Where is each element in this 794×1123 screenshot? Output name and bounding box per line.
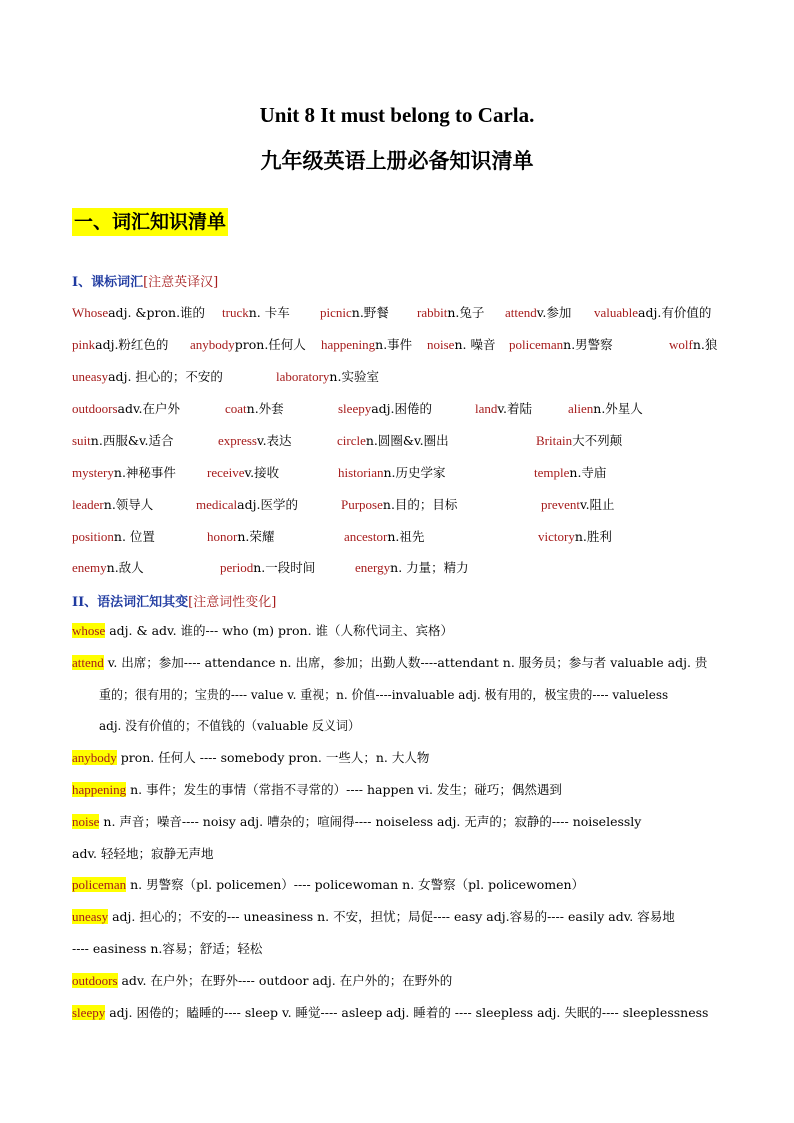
grammar-text: adj. 困倦的；瞌睡的---- sleep v. 睡觉---- asleep adj. 睡着的 ---- sleepless adj. 失眠的---- sleeplessness [105,1005,709,1020]
vocab-word: outdoors [72,401,118,416]
vocab-entry [338,399,432,417]
vocab-entry [594,303,711,321]
vocab-definition: n. 位置 [113,529,155,544]
vocab-word: alien [568,401,594,416]
vocab-entry [72,367,223,385]
vocab-word: rabbit [417,305,448,320]
vocab-entry [190,335,306,353]
grammar-line [72,875,724,895]
grammar-text: adv. 轻轻地；寂静无声地 [72,846,214,861]
vocab-entry [509,335,613,353]
vocab-definition: n.历史学家 [383,465,446,480]
vocab-word: sleepy [338,401,372,416]
vocab-entry [355,558,469,576]
vocab-word: Whose [72,305,109,320]
vocab-definition: n.兔子 [447,305,485,320]
vocab-word: uneasy [72,369,109,384]
vocab-entry [222,303,290,321]
vocab-definition: n.胜利 [574,529,612,544]
vocab-entry [337,431,449,449]
vocab-entry [72,495,153,513]
vocab-entry [538,527,612,545]
vocab-word: express [218,433,257,448]
grammar-line [72,748,724,768]
vocab-word: honor [207,529,238,544]
subheading-grammar-vocab [72,591,276,610]
vocab-entry [475,399,532,417]
highlighted-headword: attend [72,655,104,670]
grammar-text: n. 男警察（pl. policemen）---- policewoman n. 女警察（pl. policewomen） [126,877,585,892]
grammar-text: adj. & adv. 谁的--- who (m) pron. 谁（人称代词主、宾格） [105,623,454,638]
vocab-word: prevent [541,497,580,512]
vocab-entry [72,431,174,449]
vocab-entry [320,303,389,321]
vocab-entry [427,335,495,353]
vocab-entry [536,431,622,449]
vocab-entry [218,431,292,449]
grammar-text: pron. 任何人 ---- somebody pron. 一些人；n. 大人物 [116,750,430,765]
grammar-text: adj. 没有价值的；不值钱的（valuable 反义词） [99,718,361,733]
vocab-definition: v.着陆 [497,401,532,416]
grammar-line [72,621,724,641]
vocab-word: position [72,529,114,544]
vocab-definition: n.领导人 [103,497,154,512]
vocab-word: picnic [320,305,352,320]
vocab-entry [534,463,606,481]
vocab-entry [220,558,315,576]
vocab-word: pink [72,337,96,352]
vocab-entry [207,527,274,545]
grammar-text: v. 出席；参加---- attendance n. 出席，参加；出勤人数----attendant n. 服务员；参与者 valuable adj. 贵 [103,655,708,670]
vocab-entry [669,335,717,353]
vocab-definition: 大不列颠 [572,433,623,448]
vocab-definition: adj. 担心的；不安的 [108,369,223,384]
vocab-entry [196,495,298,513]
vocab-definition: n.实验室 [329,369,379,384]
vocab-entry [72,303,205,321]
section-heading-vocabulary: 一、词汇知识清单 [72,208,228,236]
vocab-entry [207,463,279,481]
vocab-word: temple [534,465,570,480]
vocab-entry [72,399,180,417]
vocab-word: suit [72,433,91,448]
vocab-word: victory [538,529,575,544]
highlighted-headword: sleepy [72,1005,106,1020]
title-english: Unit 8 It must belong to Carla. [259,103,535,127]
vocab-definition: n.狼 [692,337,718,352]
subheading-curriculum-vocab [72,271,218,290]
vocab-entry [276,367,379,385]
vocab-definition: n. 卡车 [248,305,290,320]
vocab-word: circle [337,433,366,448]
vocab-word: medical [196,497,238,512]
grammar-line [72,653,724,673]
vocab-definition: n.圆圈&v.圈出 [365,433,449,448]
grammar-line [72,971,724,991]
vocab-definition: n.寺庙 [569,465,607,480]
vocab-definition: v.阻止 [579,497,615,512]
vocab-word: leader [72,497,104,512]
vocab-entry [321,335,412,353]
vocab-entry [72,558,144,576]
highlighted-headword: happening [72,782,127,797]
grammar-line [72,1003,724,1023]
vocab-entry [72,335,168,353]
vocab-word: energy [355,560,391,575]
vocab-entry [72,527,155,545]
grammar-line [99,716,724,736]
vocab-definition: adj.医学的 [237,497,298,512]
subheading-label: II、语法词汇知其变 [72,595,189,610]
grammar-text: ---- easiness n.容易；舒适；轻松 [72,941,263,956]
vocab-definition: n. 力量；精力 [390,560,469,575]
vocab-word: valuable [594,305,639,320]
vocab-entry [72,463,176,481]
vocab-definition: adv.在户外 [117,401,181,416]
grammar-text: 重的；很有用的；宝贵的---- value v. 重视；n. 价值----invaluable adj. 极有用的，极宝贵的---- valueless [99,687,669,702]
vocab-definition: n.目的；目标 [382,497,458,512]
vocab-definition: n.荣耀 [237,529,275,544]
vocab-word: receive [207,465,245,480]
vocab-entry [344,527,424,545]
grammar-line [72,844,724,864]
vocab-definition: adj. &pron.谁的 [108,305,206,320]
vocab-definition: n.一段时间 [253,560,316,575]
grammar-line [72,907,724,927]
vocab-word: happening [321,337,376,352]
vocab-word: ancestor [344,529,388,544]
grammar-line [72,812,724,832]
grammar-text: n. 声音；噪音---- noisy adj. 嘈杂的；喧闹得---- noiseless adj. 无声的；寂静的---- noiselessly [99,814,642,829]
vocab-word: wolf [669,337,693,352]
highlighted-headword: anybody [72,750,117,765]
vocab-word: Britain [536,433,573,448]
vocab-definition: pron.任何人 [234,337,306,352]
vocab-word: Purpose [341,497,383,512]
grammar-text: n. 事件；发生的事情（常指不寻常的）---- happen vi. 发生；碰巧；偶然遇到 [126,782,562,797]
grammar-line [72,939,724,959]
vocab-definition: n.野餐 [351,305,389,320]
highlighted-headword: noise [72,814,100,829]
subheading-note: [注意词性变化] [188,595,277,610]
vocab-word: period [220,560,254,575]
grammar-line [72,780,724,800]
grammar-line [99,685,724,705]
highlighted-headword: policeman [72,877,127,892]
vocab-word: laboratory [276,369,330,384]
vocab-definition: n.神秘事件 [113,465,176,480]
subheading-label: I、课标词汇 [72,275,144,290]
vocab-definition: n.敌人 [106,560,144,575]
vocab-definition: adj.有价值的 [638,305,712,320]
vocab-word: attend [505,305,537,320]
vocab-definition: n. 噪音 [454,337,496,352]
highlighted-headword: uneasy [72,909,109,924]
vocab-word: land [475,401,498,416]
vocab-entry [341,495,457,513]
vocab-definition: n.男警察 [563,337,613,352]
vocab-definition: adj.粉红色的 [95,337,169,352]
vocab-definition: n.事件 [375,337,413,352]
vocab-definition: adj.困倦的 [371,401,433,416]
vocab-entry [338,463,446,481]
vocab-definition: v.接收 [244,465,280,480]
grammar-text: adj. 担心的；不安的--- uneasiness n. 不安，担忧；局促---- easy adj.容易的---- easily adv. 容易地 [108,909,675,924]
vocab-entry [505,303,571,321]
vocab-entry [541,495,615,513]
vocab-definition: n.祖先 [387,529,425,544]
vocab-entry [225,399,284,417]
vocab-definition: n.外星人 [593,401,643,416]
vocab-word: policeman [509,337,564,352]
vocab-word: enemy [72,560,107,575]
vocab-word: historian [338,465,384,480]
vocab-definition: v.表达 [257,433,292,448]
vocab-definition: n.外套 [246,401,284,416]
vocab-entry [568,399,643,417]
vocab-word: truck [222,305,249,320]
vocab-word: mystery [72,465,114,480]
title-chinese: 九年级英语上册必备知识清单 [260,148,534,173]
vocab-definition: v.参加 [536,305,572,320]
highlighted-headword: whose [72,623,106,638]
vocab-entry [417,303,484,321]
highlighted-headword: outdoors [72,973,118,988]
subheading-note: [注意英译汉] [143,275,219,290]
grammar-text: adv. 在户外；在野外---- outdoor adj. 在户外的；在野外的 [117,973,453,988]
vocab-word: anybody [190,337,235,352]
vocab-definition: n.西服&v.适合 [90,433,174,448]
vocab-word: noise [427,337,455,352]
vocab-word: coat [225,401,247,416]
